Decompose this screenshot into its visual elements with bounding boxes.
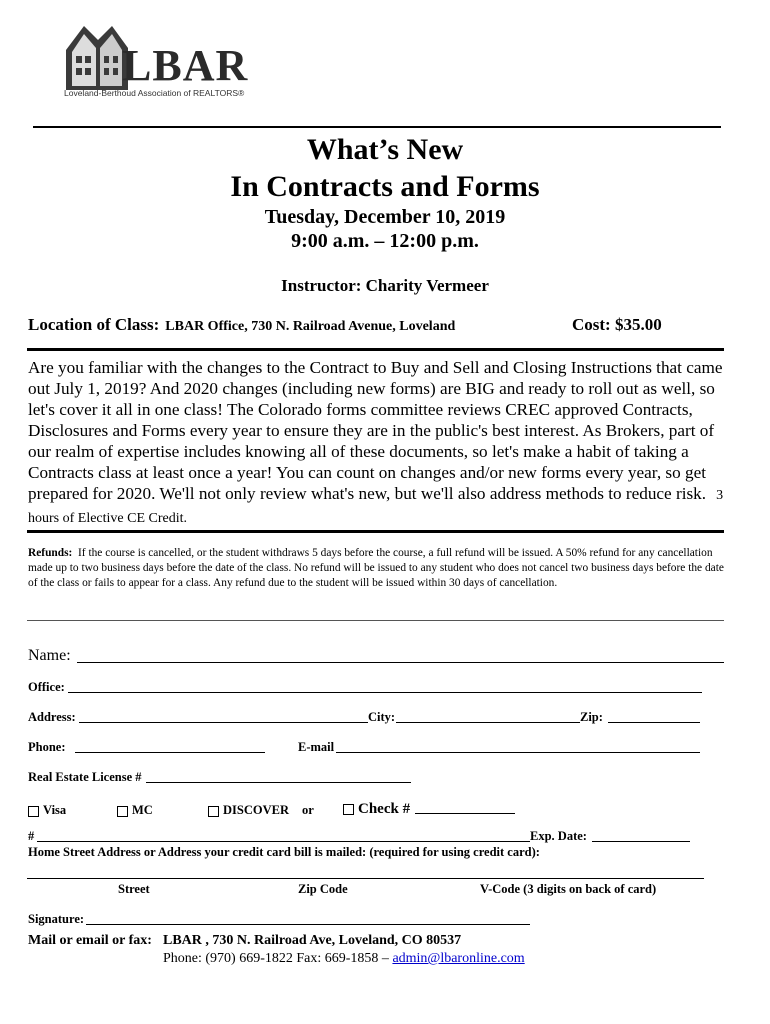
city-label: City: xyxy=(368,710,396,724)
email-field[interactable] xyxy=(336,740,700,753)
title-line1: What’s New xyxy=(306,133,464,166)
header-rule xyxy=(33,126,721,128)
logo-subtitle: Loveland-Berthoud Association of REALTORS® xyxy=(64,88,245,98)
zip-code-label: Zip Code xyxy=(298,882,348,896)
zip-field[interactable] xyxy=(608,710,700,723)
or-text: or xyxy=(302,803,314,817)
divider-2 xyxy=(27,530,724,533)
divider-3 xyxy=(27,620,724,621)
visa-option[interactable] xyxy=(28,803,66,818)
cost: Cost: $35.00 xyxy=(572,315,662,334)
mc-label: MC xyxy=(132,803,153,817)
title-line2: In Contracts and Forms xyxy=(230,170,540,203)
street-label: Street xyxy=(118,882,150,896)
email-link[interactable]: admin@lbaronline.com xyxy=(392,951,525,966)
ce-credit: 3 hours of Elective CE Credit. xyxy=(28,488,724,526)
address-field[interactable] xyxy=(79,710,368,723)
instructor: Instructor: Charity Vermeer xyxy=(281,276,489,295)
discover-option[interactable] xyxy=(208,803,289,818)
checkbox-icon[interactable] xyxy=(208,806,219,817)
description-text: Are you familiar with the changes to the Contract to Buy and Sell and Closing Instructions that came out July 1, 2019? And 2020 changes (including new forms) are BIG and ready to roll out as well, so let's cover it all in one class! The Colorado forms committee reviews CREC approved Contracts, Disclosures and Forms every year to ensure they are in the public's best interest. As Brokers, part of our realm of expertise includes knowing all of these documents, so let's make a habit of taking a Contracts class at least once a year! You can count on changes and/or new forms every year, so get prepared for 2020. We'll not only review what's new, but we'll also address methods to reduce risk. xyxy=(28,358,723,503)
checkbox-icon[interactable] xyxy=(343,804,354,815)
mail-address: LBAR , 730 N. Railroad Ave, Loveland, CO 80537 xyxy=(163,933,462,948)
discover-label: DISCOVER xyxy=(223,803,289,817)
location xyxy=(28,315,455,335)
address-label: Address: xyxy=(28,710,76,724)
office-field[interactable] xyxy=(68,680,702,693)
signature-label: Signature: xyxy=(28,912,85,926)
card-number-field[interactable] xyxy=(37,829,530,842)
visa-label: Visa xyxy=(43,803,67,817)
zip-label: Zip: xyxy=(580,710,603,724)
checkbox-icon[interactable] xyxy=(117,806,128,817)
location-label: Location of Class: xyxy=(28,315,160,334)
checkbox-icon[interactable] xyxy=(28,806,39,817)
location-value: LBAR Office, 730 N. Railroad Avenue, Loveland xyxy=(165,319,456,334)
home-address-label: Home Street Address or Address your credit card bill is mailed: (required for using credit card): xyxy=(28,845,540,859)
card-number-label: # xyxy=(28,829,35,843)
check-option[interactable] xyxy=(343,801,410,818)
mail-label: Mail or email or fax: xyxy=(28,933,152,948)
contact-line xyxy=(163,951,525,967)
logo-text: LBAR xyxy=(122,41,249,90)
vcode-label: V-Code (3 digits on back of card) xyxy=(480,882,657,896)
phone-label: Phone: xyxy=(28,740,66,754)
name-label: Name: xyxy=(28,647,71,664)
license-field[interactable] xyxy=(146,770,411,783)
office-label: Office: xyxy=(28,680,65,694)
phone-fax: Phone: (970) 669-1822 Fax: 669-1858 – xyxy=(163,951,389,966)
event-date: Tuesday, December 10, 2019 xyxy=(264,206,506,228)
license-label: Real Estate License # xyxy=(28,770,142,784)
refund-text: If the course is cancelled, or the student withdraws 5 days before the course, a full refund will be issued. A 50% refund for any cancellation made up to two business days before the date of the class. No refund will be issued to any student who does not cancel two business days before the date of the class or fails to appear for a class. Any refund due to the student will be issued within 30 days of cancellation. xyxy=(28,547,724,589)
divider-1 xyxy=(27,348,724,351)
exp-label: Exp. Date: xyxy=(530,829,587,843)
description xyxy=(28,357,733,529)
email-label: E-mail xyxy=(298,740,335,754)
name-row xyxy=(28,647,71,665)
event-time: 9:00 a.m. – 12:00 p.m. xyxy=(291,230,479,252)
home-address-field[interactable] xyxy=(27,866,704,879)
check-label: Check # xyxy=(358,801,411,817)
refund-policy xyxy=(28,546,733,591)
phone-field[interactable] xyxy=(75,740,265,753)
exp-field[interactable] xyxy=(592,829,690,842)
check-number-field[interactable] xyxy=(415,801,515,814)
signature-field[interactable] xyxy=(86,912,530,925)
city-field[interactable] xyxy=(396,710,580,723)
refund-label: Refunds: xyxy=(28,547,73,559)
mc-option[interactable] xyxy=(117,803,153,818)
name-field[interactable] xyxy=(77,650,724,663)
